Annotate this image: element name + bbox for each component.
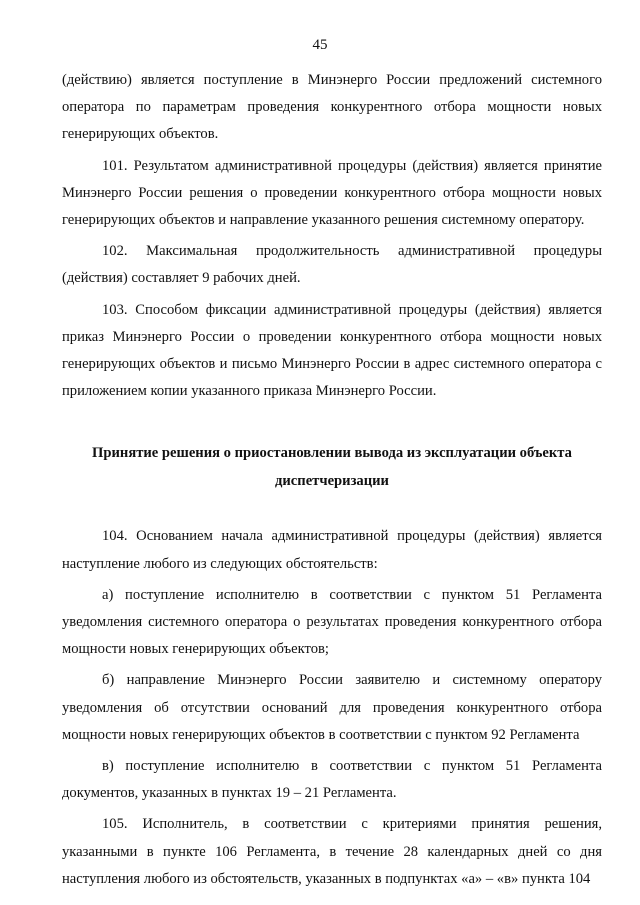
section-heading [62, 439, 602, 495]
paragraph-102: 102. Максимальная продолжительность административной процедуры (действия) составляет 9 рабочих дней. [62, 243, 602, 287]
section-heading-line-1: Принятие решения о приостановлении вывода из эксплуатации объекта [92, 445, 572, 462]
paragraph-101: 101. Результатом административной процедуры (действия) является принятие Минэнерго России решения о проведении конкурентного отбора мощности новых генерирующих объектов и направление указанного решения системному оператору. [62, 157, 602, 229]
page-number: 45 [312, 37, 328, 53]
paragraph-continuation: (действию) является поступление в Минэнерго России предложений системного оператора по параметрам проведения конкурентного отбора мощности новых генерирующих объектов. [62, 72, 602, 143]
document-body [62, 67, 602, 897]
paragraph-105: 105. Исполнитель, в соответствии с критериями принятия решения, указанными в пункте 106 Регламента, в течение 28 календарных дней со дня наступления любого из обстоятельств, указанных в подпунктах «а» – «в» пункта 104 [62, 816, 602, 887]
paragraph-104-b: б) направление Минэнерго России заявителю и системному оператору уведомления об отсутствии оснований для проведения конкурентного отбора мощности новых генерирующих объектов в соответствии с пунктом 92 Регламента [62, 672, 602, 743]
paragraph-104-a: а) поступление исполнителю в соответствии с пунктом 51 Регламента уведомления системного оператора о результатах проведения конкурентного отбора мощности новых генерирующих объектов; [62, 586, 602, 658]
paragraph-104: 104. Основанием начала административной процедуры (действия) является наступление любого из следующих обстоятельств: [62, 528, 602, 572]
paragraph-103: 103. Способом фиксации административной процедуры (действия) является приказ Минэнерго России о проведении конкурентного отбора мощности новых генерирующих объектов и письмо Минэнерго России в адрес системного оператора с приложением копии указанного приказа Минэнерго России. [62, 301, 602, 400]
paragraph-104-c: в) поступление исполнителю в соответствии с пунктом 51 Регламента документов, указанных в пунктах 19 – 21 Регламента. [62, 758, 602, 802]
section-heading-line-2: диспетчеризации [275, 473, 389, 490]
